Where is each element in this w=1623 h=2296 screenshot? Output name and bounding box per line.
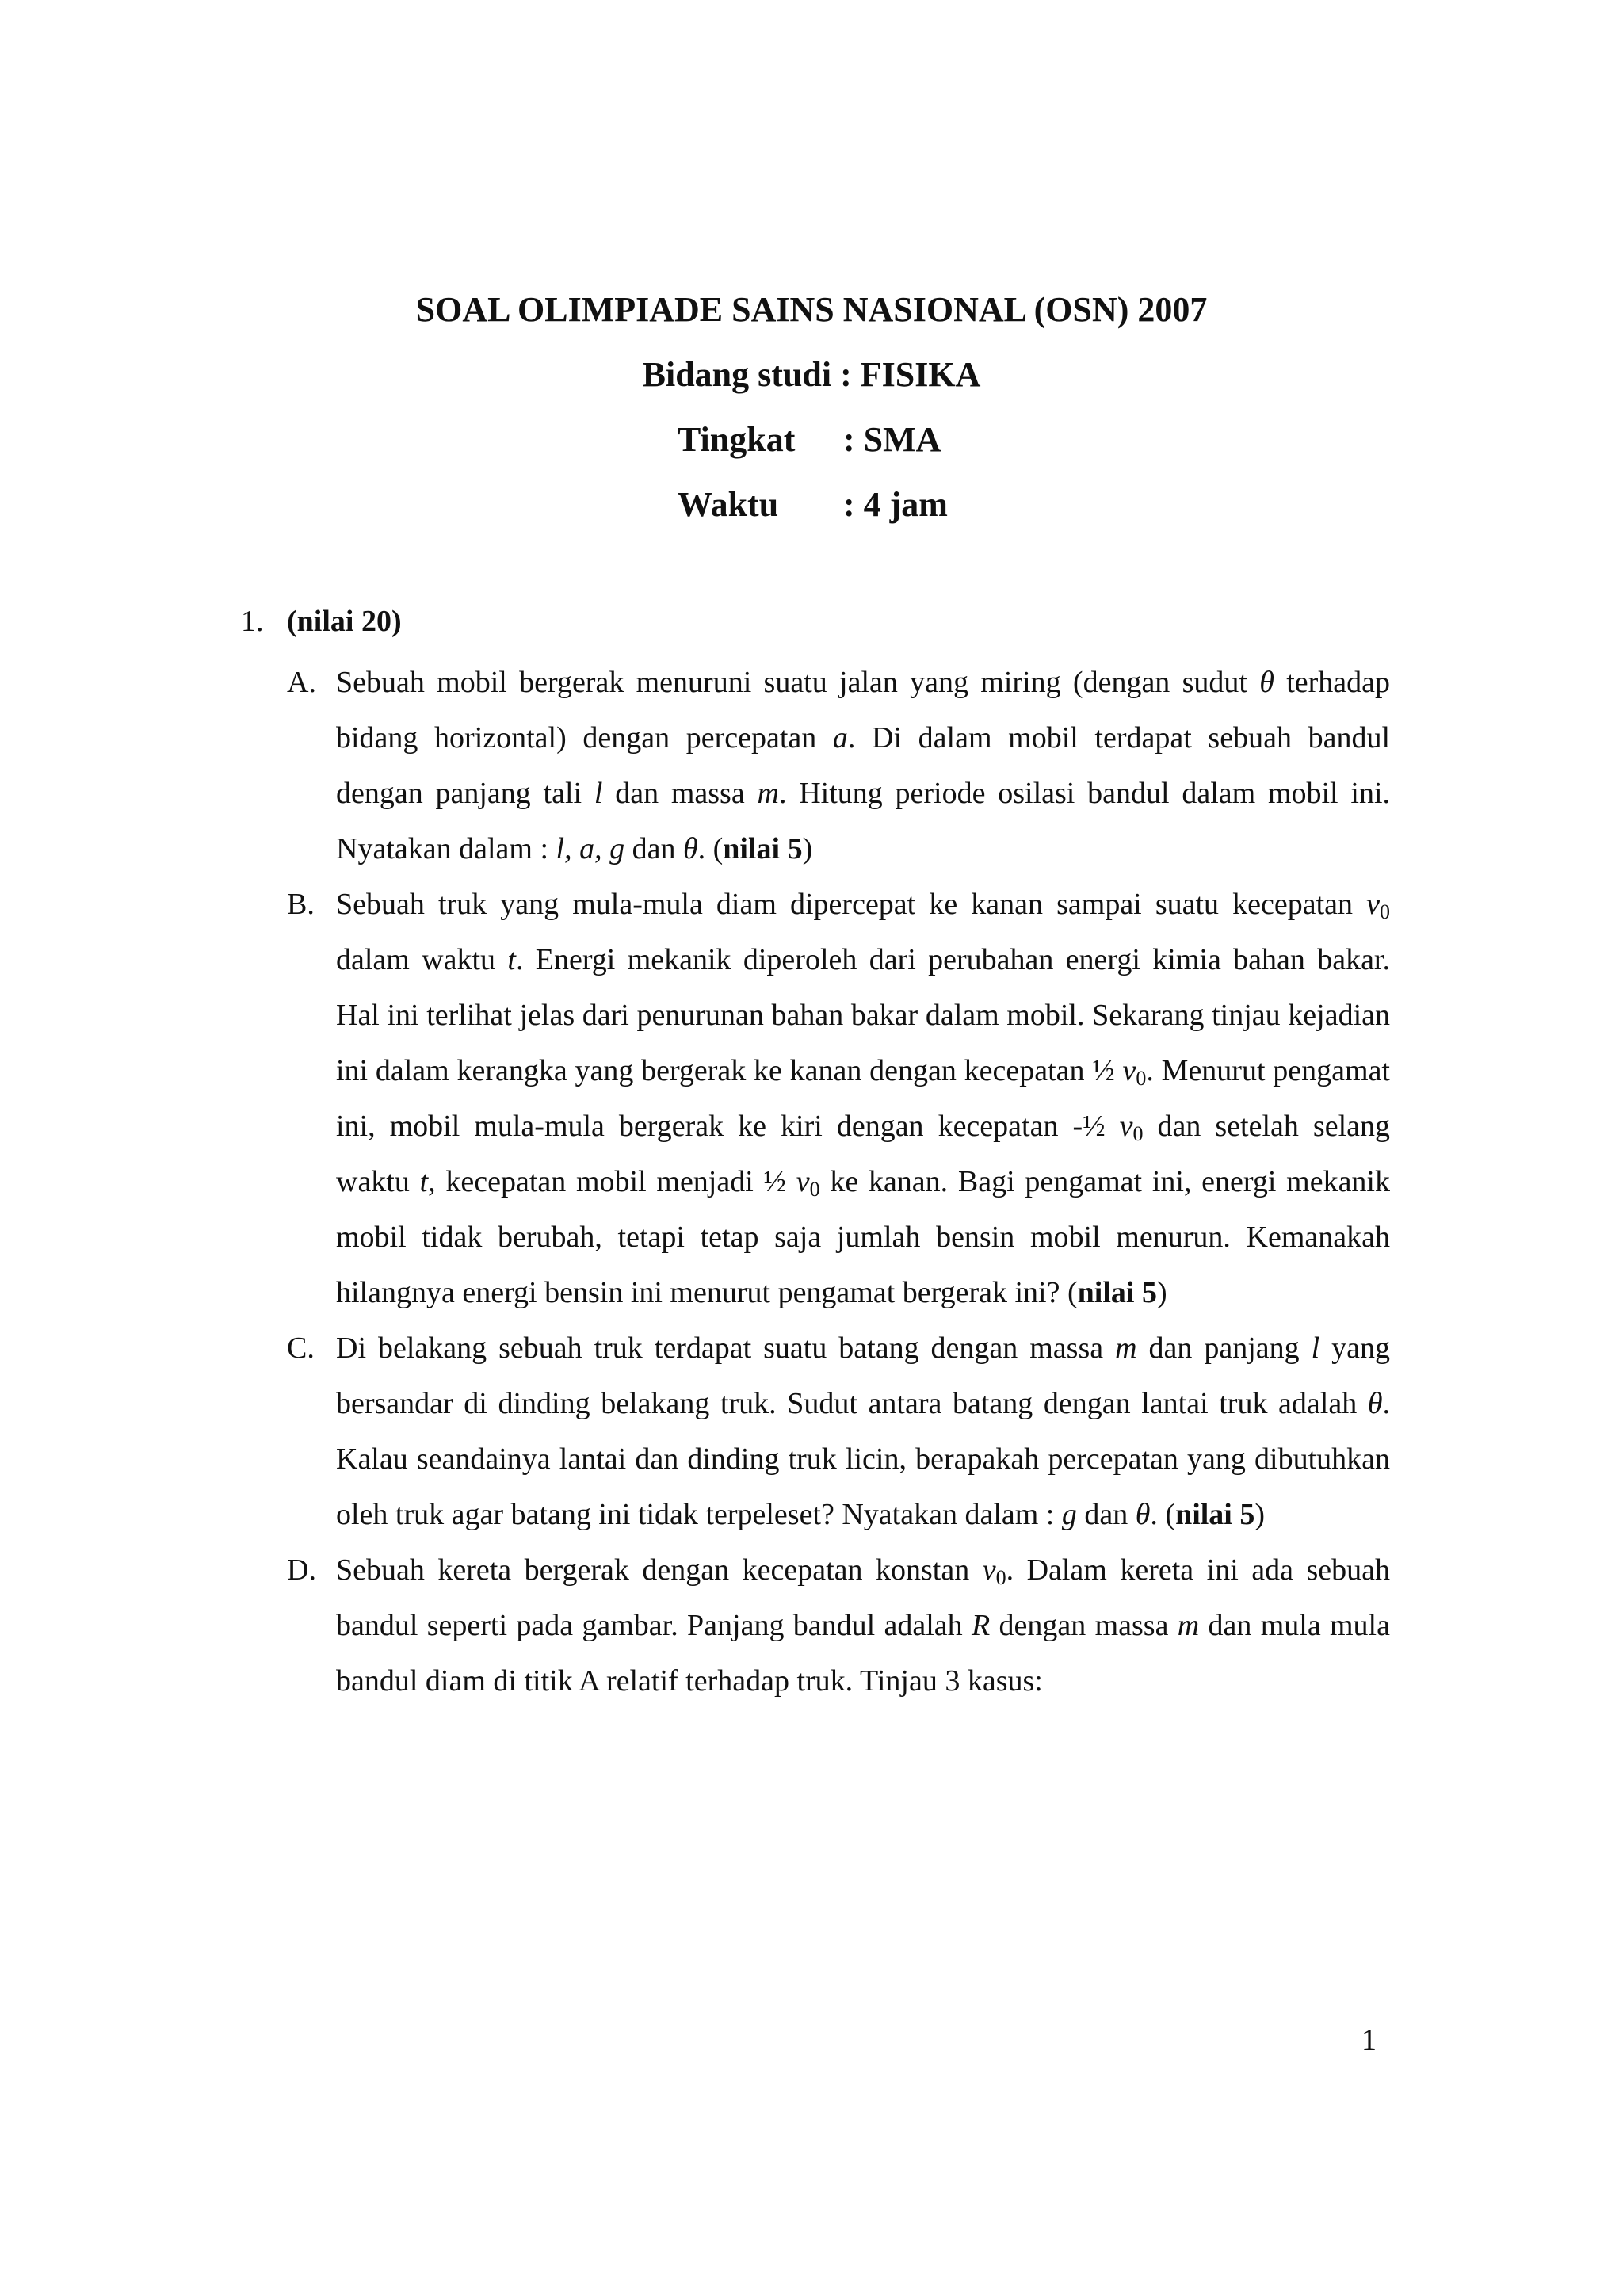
points-label: nilai 5 (723, 832, 803, 865)
item-letter: D. (287, 1553, 316, 1587)
level-label: Tingkat (678, 420, 796, 459)
item-a (287, 655, 1390, 877)
time-row (0, 472, 1623, 537)
item-text: Di belakang sebuah truk terdapat suatu batang dengan massa m dan panjang l yang bersandar di dinding belakang truk. Sudut antara batang dengan lantai truk adalah θ. Kalau seandainya lantai dan dinding truk licin, berapakah percepatan yang dibutuhkan oleh truk agar batang ini tidak terpeleset? Nyatakan dalam : g dan θ. (nilai 5) (336, 1331, 1390, 1531)
question-number: 1. (241, 605, 264, 638)
level-row (0, 407, 1623, 472)
question-header (241, 596, 402, 647)
item-d (287, 1542, 1390, 1709)
item-text: Sebuah kereta bergerak dengan kecepatan konstan $v_0$. Dalam kereta ini ada sebuah bandul seperti pada gambar. Panjang bandul adalah R dengan massa m dan mula mula bandul diam di titik A relatif terhadap truk. Tinjau 3 kasus: (336, 1553, 1391, 1698)
item-text: Sebuah truk yang mula-mula diam dipercepat ke kanan sampai suatu kecepatan $v_0$ dalam waktu t. Energi mekanik diperoleh dari perubahan energi kimia bahan bakar. Hal ini terlihat jelas dari penurunan bahan bakar dalam mobil. Sekarang tinjau kejadian ini dalam kerangka yang bergerak ke kanan dengan kecepatan ½ $v_0$. Menurut pengamat ini, mobil mula-mula bergerak ke kiri dengan kecepatan -½ $v_0$ dan setelah selang waktu t, kecepatan mobil menjadi ½ $v_0$ ke kanan. Bagi pengamat ini, energi mekanik mobil tidak berubah, tetapi tetap saja jumlah bensin mobil menurun. Kemanakah hilangnya energi bensin ini menurut pengamat bergerak ini? (nilai 5) (336, 888, 1390, 1309)
item-letter: C. (287, 1331, 315, 1365)
item-c (287, 1320, 1390, 1542)
points-label: nilai 5 (1175, 1498, 1255, 1531)
question-items (287, 655, 1390, 1709)
item-letter: B. (287, 888, 315, 921)
item-letter: A. (287, 666, 316, 699)
exam-title: SOAL OLIMPIADE SAINS NASIONAL (OSN) 2007 (415, 290, 1208, 329)
points-label: nilai 5 (1077, 1276, 1157, 1309)
item-text: Sebuah mobil bergerak menuruni suatu jalan yang miring (dengan sudut θ terhadap bidang horizontal) dengan percepatan a. Di dalam mobil terdapat sebuah bandul dengan panjang tali l dan massa m. Hitung periode osilasi bandul dalam mobil ini. Nyatakan dalam : l, a, g dan θ. (nilai 5) (336, 666, 1391, 865)
subject-line: Bidang studi : FISIKA (642, 355, 981, 394)
question-points: (nilai 20) (287, 605, 402, 638)
exam-header (0, 277, 1623, 537)
time-value: : 4 jam (843, 485, 948, 524)
time-label: Waktu (678, 485, 779, 524)
item-b (287, 877, 1390, 1320)
level-value: : SMA (843, 420, 941, 459)
page-number: 1 (1361, 2023, 1377, 2057)
